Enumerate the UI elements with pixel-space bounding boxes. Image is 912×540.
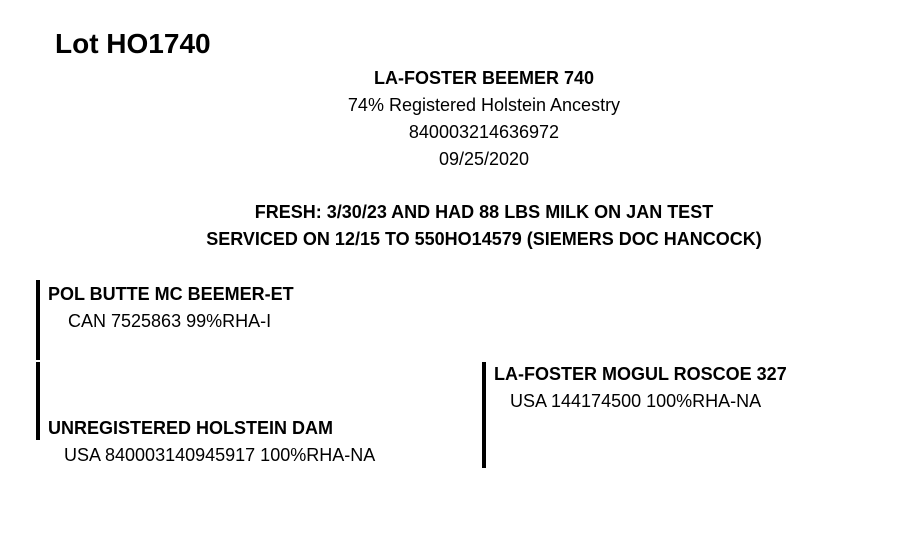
serviced-note: SERVICED ON 12/15 TO 550HO14579 (SIEMERS DOC HANCOCK) <box>206 229 762 249</box>
dam-bracket-line <box>36 362 40 440</box>
fresh-note: FRESH: 3/30/23 AND HAD 88 LBS MILK ON JAN TEST <box>254 202 714 222</box>
animal-id: 840003214636972 <box>408 122 560 142</box>
dam-name: UNREGISTERED HOLSTEIN DAM <box>48 418 334 438</box>
animal-name: LA-FOSTER BEEMER 740 <box>373 68 595 88</box>
ancestry-text: 74% Registered Holstein Ancestry <box>347 95 621 115</box>
sire-bracket-line <box>36 280 40 360</box>
maternal-grandsire-detail: USA 144174500 100%RHA-NA <box>510 391 762 411</box>
maternal-grandsire-name: LA-FOSTER MOGUL ROSCOE 327 <box>494 364 787 384</box>
sire-detail: CAN 7525863 99%RHA-I <box>68 311 272 331</box>
sire-name: POL BUTTE MC BEEMER-ET <box>48 284 294 304</box>
lot-number: Lot HO1740 <box>55 28 211 59</box>
dam-detail: USA 840003140945917 100%RHA-NA <box>64 445 376 465</box>
birth-date: 09/25/2020 <box>438 149 530 169</box>
maternal-grandsire-bracket-line <box>482 362 486 468</box>
